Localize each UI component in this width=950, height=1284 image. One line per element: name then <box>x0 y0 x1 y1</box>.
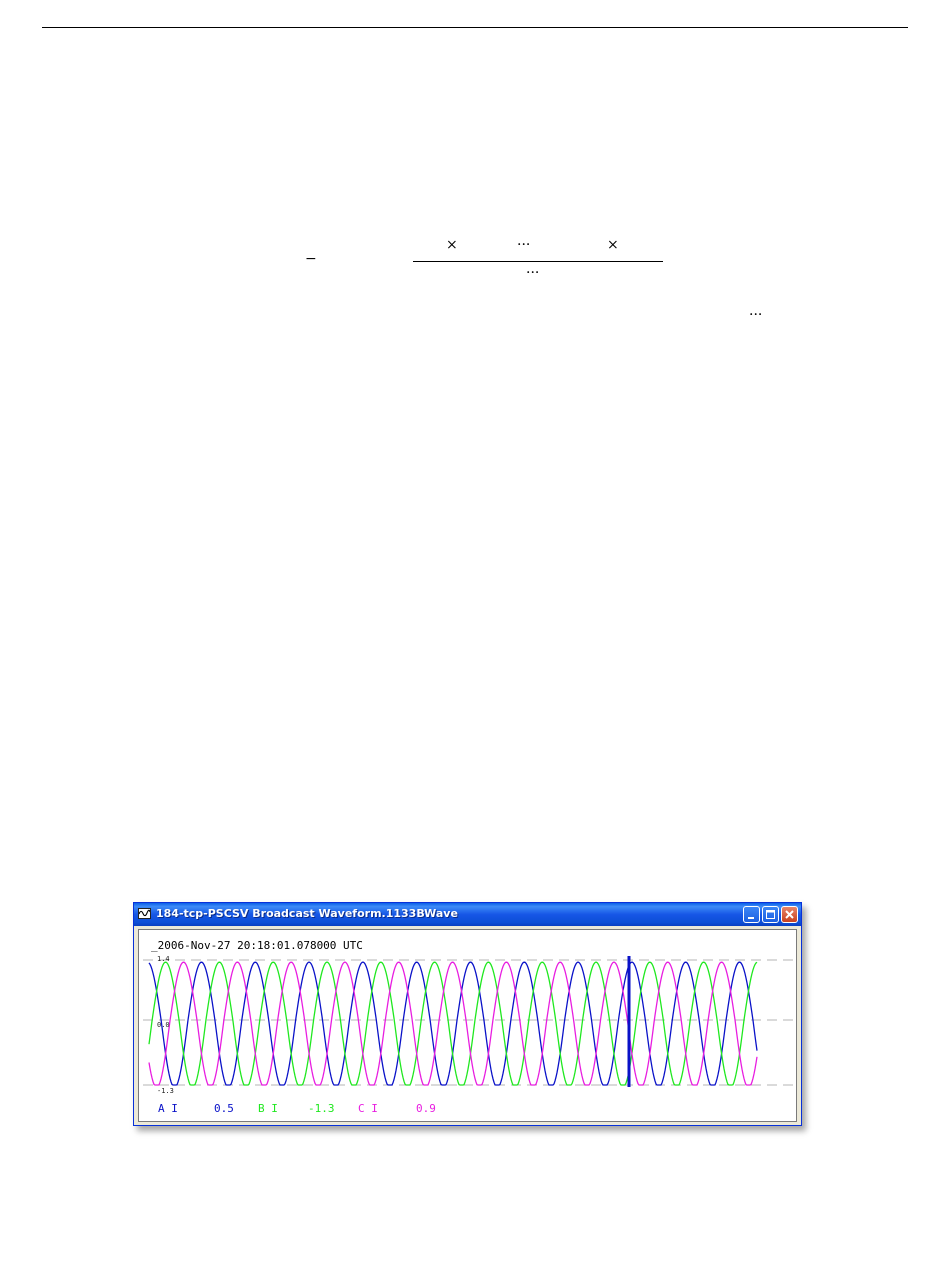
equation-denominator-dots: ··· <box>526 265 540 281</box>
y-axis-min-label: -1.3 <box>157 1087 174 1095</box>
maximize-button[interactable] <box>762 906 779 923</box>
equation-times-left: × <box>446 237 458 253</box>
equation-numerator-dots: ··· <box>517 237 531 253</box>
minimize-button[interactable] <box>743 906 760 923</box>
equation-fraction-bar <box>413 261 663 262</box>
y-axis-max-label: 1.4 <box>157 955 170 963</box>
waveform-plot-area[interactable] <box>138 929 797 1122</box>
equation-trailing-dots: ··· <box>749 307 763 323</box>
waveform-chart <box>139 930 796 1121</box>
close-icon <box>782 907 797 922</box>
window-title-bar[interactable] <box>134 903 801 926</box>
y-axis-mid-label: 0.0 <box>157 1021 170 1029</box>
minimize-icon <box>744 907 759 922</box>
close-button[interactable] <box>781 906 798 923</box>
legend-c-label: C I <box>358 1102 378 1115</box>
legend-b-value: -1.3 <box>308 1102 335 1115</box>
waveform-timestamp: _2006-Nov-27 20:18:01.078000 UTC <box>151 939 363 952</box>
waveform-app-icon[interactable] <box>138 908 151 919</box>
legend-a-value: 0.5 <box>214 1102 234 1115</box>
legend-b-label: B I <box>258 1102 278 1115</box>
window-title: 184-tcp-PSCSV Broadcast Waveform.1133BWave <box>156 907 458 920</box>
legend-c-value: 0.9 <box>416 1102 436 1115</box>
equation-times-right: × <box>607 237 619 253</box>
maximize-icon <box>763 907 778 922</box>
equation-minus-sign: − <box>305 251 317 267</box>
legend-a-label: A I <box>158 1102 178 1115</box>
waveform-window[interactable] <box>133 902 802 1126</box>
page-top-rule <box>42 27 908 28</box>
phase-a-waveform <box>149 962 757 1085</box>
